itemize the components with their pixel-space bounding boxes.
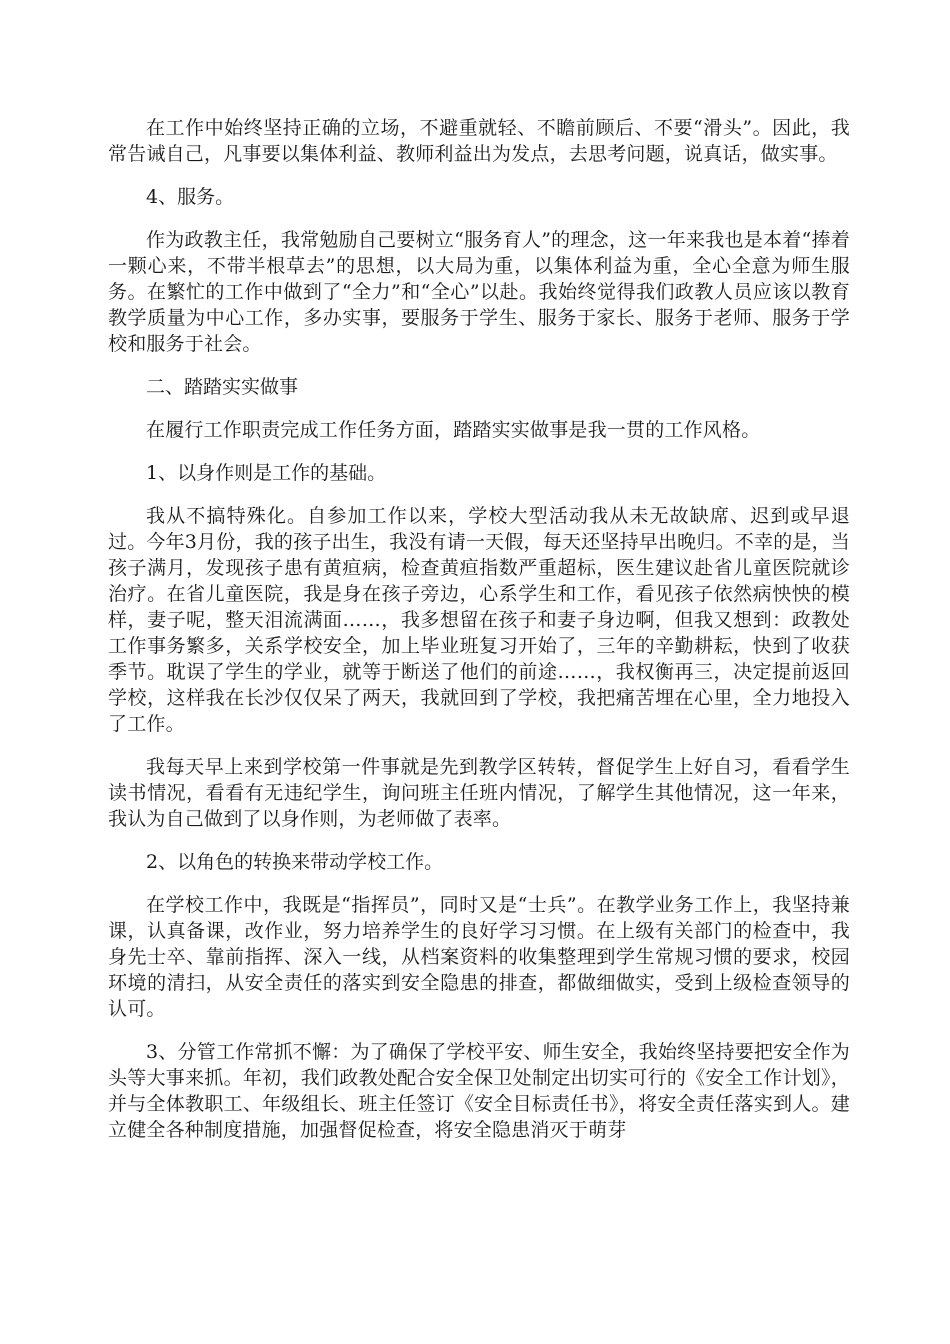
paragraph-no-special-treatment: 我从不搞特殊化。自参加工作以来，学校大型活动我从未无故缺席、迟到或早退过。今年3月份，我的孩子出生，我没有请一天假，每天还坚持早出晚归。不幸的是，当孩子满月，发现孩子患有黄疸病，检查黄疸指数严重超标，医生建议赴省儿童医院就诊治疗。在省儿童医院，我是身在孩子旁边，心系学生和工作，看见孩子依然病怏怏的模样，妻子呢，整天泪流满面……，我多想留在孩子和妻子身边啊，但我又想到：政教处工作事务繁多，关系学校安全，加上毕业班复习开始了，三年的辛勤耕耘，快到了收获季节。耽误了学生的学业，就等于断送了他们的前途……，我权衡再三，决定提前返回学校，这样我在长沙仅仅呆了两天，我就回到了学校，我把痛苦埋在心里，全力地投入了工作。 [108,505,850,735]
paragraph-safety-work: 3、分管工作常抓不懈：为了确保了学校平安、师生安全，我始终坚持要把安全作为头等大事来抓。年初，我们政教处配合安全保卫处制定出切实可行的《安全工作计划》，并与全体教职工、年级组长、班主任签订《安全目标责任书》，将安全责任落实到人。建立健全各种制度措施，加强督促检查，将安全隐患消灭于萌芽 [108,1041,850,1141]
paragraph-work-style: 在履行工作职责完成工作任务方面，踏踏实实做事是我一贯的工作风格。 [146,419,761,441]
document-page [108,115,850,1160]
heading-section-two: 二、踏踏实实做事 [146,376,299,398]
paragraph-service: 作为政教主任，我常勉励自己要树立“服务育人”的理念，这一年来我也是本着“捧着一颗心来，不带半根草去”的思想，以大局为重，以集体利益为重，全心全意为师生服务。在繁忙的工作中做到了“全力”和“全心”以赴。我始终觉得我们政教人员应该以教育教学质量为中心工作，多办实事，要服务于学生、服务于家长、服务于老师、服务于学校和服务于社会。 [108,229,850,355]
heading-role-change: 2、以角色的转换来带动学校工作。 [146,851,444,873]
paragraph-daily-routine: 我每天早上来到学校第一件事就是先到教学区转转，督促学生上好自习，看看学生读书情况，看看有无违纪学生，询问班主任班内情况，了解学生其他情况，这一年来，我认为自己做到了以身作则，为老师做了表率。 [108,756,850,830]
paragraph-commander-soldier: 在学校工作中，我既是“指挥员”，同时又是“士兵”。在教学业务工作上，我坚持兼课，认真备课，改作业，努力培养学生的良好学习习惯。在上级有关部门的检查中，我身先士卒、靠前指挥、深入一线，从档案资料的收集整理到学生常规习惯的要求，校园环境的清扫，从安全责任的落实到安全隐患的排查，都做细做实，受到上级检查领导的认可。 [108,894,850,1020]
heading-service: 4、服务。 [146,186,235,208]
paragraph-stance: 在工作中始终坚持正确的立场，不避重就轻、不瞻前顾后、不要“滑头”。因此，我常告诫自己，凡事要以集体利益、教师利益出为发点，去思考问题，说真话，做实事。 [108,117,850,165]
heading-lead-by-example: 1、以身作则是工作的基础。 [146,462,387,484]
